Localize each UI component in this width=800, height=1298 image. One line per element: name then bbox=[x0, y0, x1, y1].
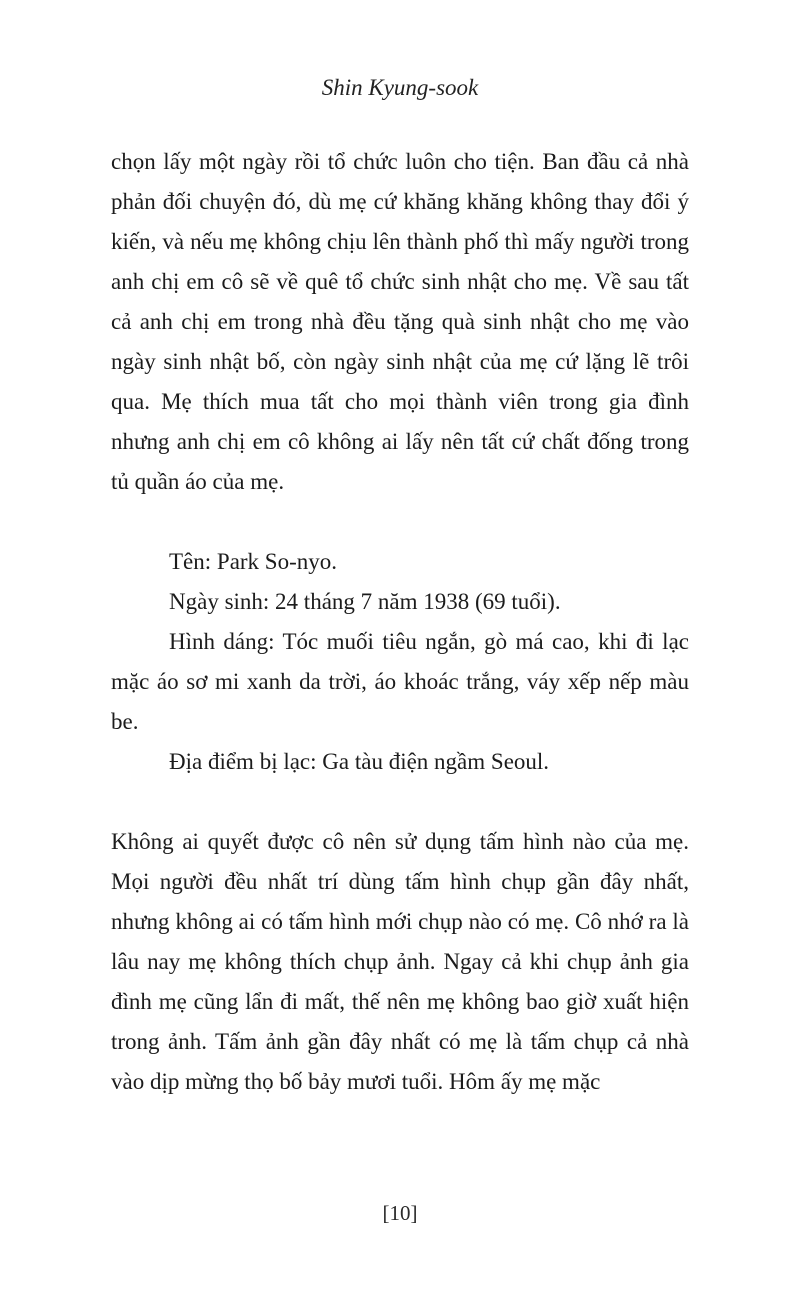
detail-line-name: Tên: Park So-nyo. bbox=[169, 549, 338, 574]
missing-person-details bbox=[111, 542, 689, 782]
page-body bbox=[111, 142, 689, 1102]
detail-line-location: Địa điểm bị lạc: Ga tàu điện ngầm Seoul. bbox=[169, 749, 550, 774]
detail-line-appearance: Hình dáng: Tóc muối tiêu ngắn, gò má cao, khi đi lạc mặc áo sơ mi xanh da trời, áo khoác trắng, váy xếp nếp màu be. bbox=[111, 629, 689, 734]
running-header-author: Shin Kyung-sook bbox=[321, 75, 479, 100]
detail-line-birthdate: Ngày sinh: 24 tháng 7 năm 1938 (69 tuổi). bbox=[169, 589, 561, 614]
paragraph-photo-story: Không ai quyết được cô nên sử dụng tấm hình nào của mẹ. Mọi người đều nhất trí dùng tấm hình chụp gần đây nhất, nhưng không ai có tấm hình mới chụp nào có mẹ. Cô nhớ ra là lâu nay mẹ không thích chụp ảnh. Ngay cả khi chụp ảnh gia đình mẹ cũng lẩn đi mất, thế nên mẹ không bao giờ xuất hiện trong ảnh. Tấm ảnh gần đây nhất có mẹ là tấm chụp cả nhà vào dịp mừng thọ bố bảy mươi tuổi. Hôm ấy mẹ mặc bbox=[111, 829, 689, 1094]
page-number: [10] bbox=[382, 1201, 418, 1225]
paragraph-birthday-story: chọn lấy một ngày rồi tổ chức luôn cho tiện. Ban đầu cả nhà phản đối chuyện đó, dù mẹ cứ khăng khăng không thay đổi ý kiến, và nếu mẹ không chịu lên thành phố thì mấy người trong anh chị em cô sẽ về quê tổ chức sinh nhật cho mẹ. Về sau tất cả anh chị em trong nhà đều tặng quà sinh nhật cho mẹ vào ngày sinh nhật bố, còn ngày sinh nhật của mẹ cứ lặng lẽ trôi qua. Mẹ thích mua tất cho mọi thành viên trong gia đình nhưng anh chị em cô không ai lấy nên tất cứ chất đống trong tủ quần áo của mẹ. bbox=[111, 149, 689, 494]
